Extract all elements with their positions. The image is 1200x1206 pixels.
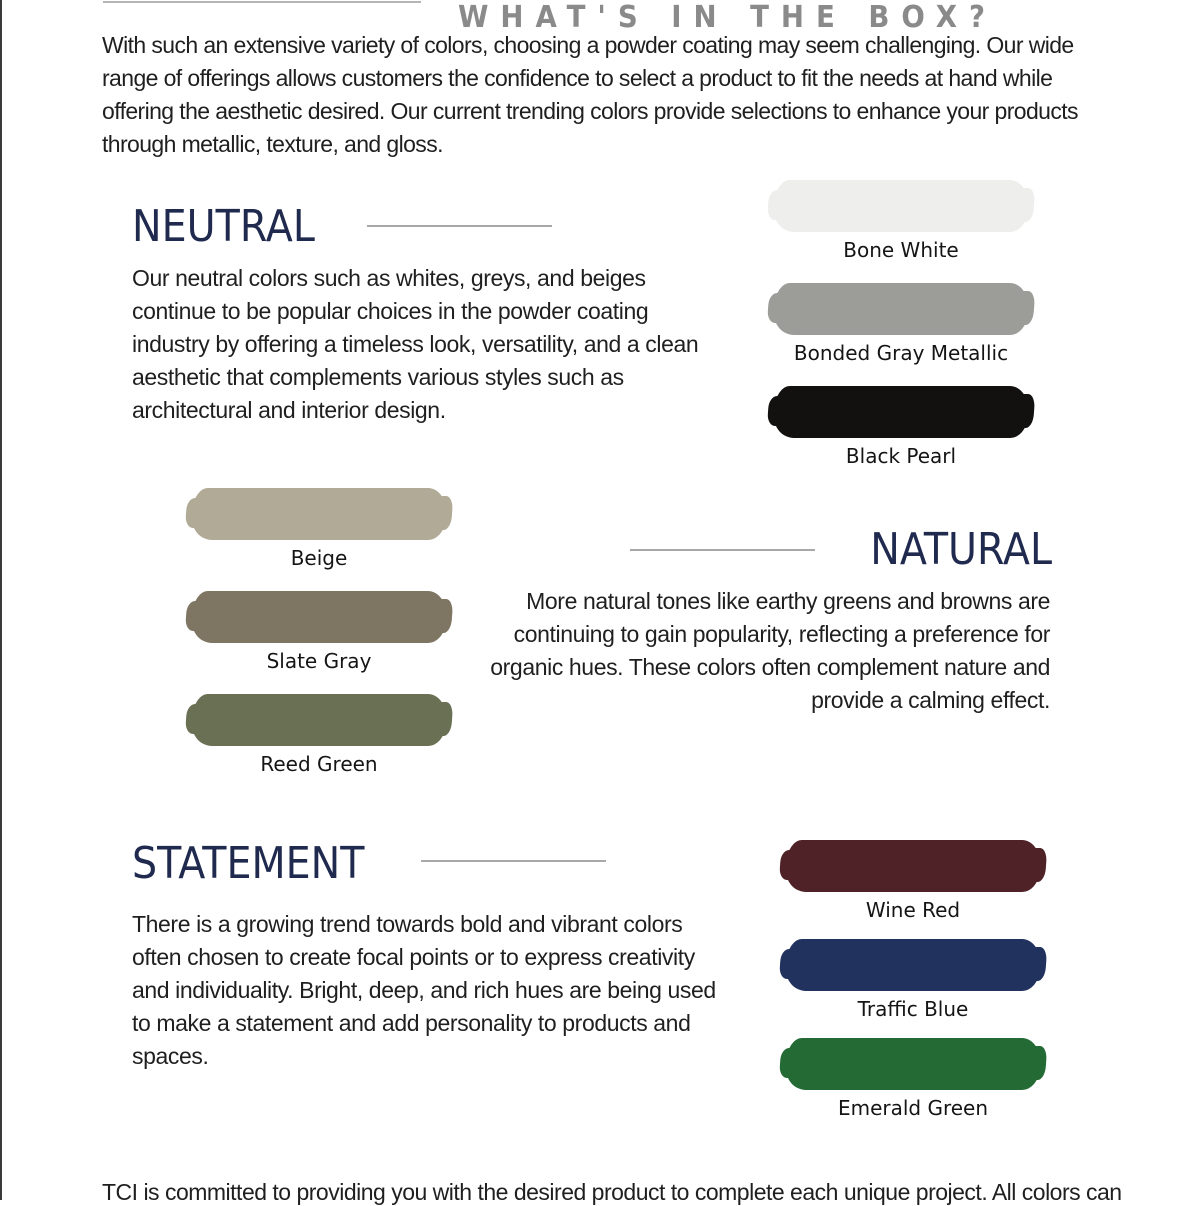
swatch-label: Bonded Gray Metallic (793, 341, 1009, 365)
color-swatch-slate-gray (190, 591, 448, 643)
swatch-label: Black Pearl (845, 444, 957, 468)
swatch-item (186, 694, 466, 797)
swatch-item (780, 840, 1060, 939)
swatch-item (186, 591, 466, 694)
swatch-label: Reed Green (260, 752, 378, 776)
color-swatch-beige (190, 488, 448, 540)
color-swatch-wine-red (784, 840, 1042, 892)
section-title-neutral: NEUTRAL (132, 201, 315, 252)
page-title: WHAT'S IN THE BOX? (458, 0, 997, 36)
swatch-label: Slate Gray (266, 649, 372, 673)
swatch-list-natural (186, 488, 466, 797)
color-swatch-reed-green (190, 694, 448, 746)
swatch-item (780, 939, 1060, 1038)
color-swatch-traffic-blue (784, 939, 1042, 991)
swatch-label: Traffic Blue (857, 997, 969, 1021)
swatch-list-neutral (768, 180, 1048, 489)
section-rule-statement (421, 860, 606, 862)
swatch-label: Wine Red (865, 898, 961, 922)
swatch-label: Bone White (843, 238, 959, 262)
color-swatch-bone-white (772, 180, 1030, 232)
swatch-item (780, 1038, 1060, 1137)
swatch-item (768, 180, 1048, 283)
swatch-label: Beige (290, 546, 348, 570)
page-left-border (0, 0, 2, 1200)
swatch-label: Emerald Green (837, 1096, 989, 1120)
color-swatch-emerald-green (784, 1038, 1042, 1090)
swatch-list-statement (780, 840, 1060, 1137)
header-rule (103, 1, 421, 3)
section-rule-natural (630, 549, 815, 551)
intro-paragraph: With such an extensive variety of colors, choosing a powder coating may seem challenging. Our wide range of offerings allows customers the confidence to select a product to fit the needs at hand while offering the aesthetic desired. Our current trending colors provide selections to enhance your products through metallic, texture, and gloss. (102, 32, 1078, 157)
section-title-statement: STATEMENT (132, 838, 365, 889)
swatch-item (186, 488, 466, 591)
section-title-natural: NATURAL (870, 524, 1052, 575)
swatch-item (768, 283, 1048, 386)
color-swatch-bonded-gray-metallic (772, 283, 1030, 335)
section-rule-neutral (367, 225, 552, 227)
footer-paragraph: TCI is committed to providing you with the desired product to complete each unique project. All colors can (102, 1179, 1122, 1205)
swatch-item (768, 386, 1048, 489)
section-body-natural: More natural tones like earthy greens and browns are continuing to gain popularity, reflecting a preference for organic hues. These colors often complement nature and provide a calming effect. (490, 588, 1050, 713)
section-body-statement: There is a growing trend towards bold and vibrant colors often chosen to create focal points or to express creativity and individuality. Bright, deep, and rich hues are being used to make a statement and add personality to products and spaces. (132, 911, 716, 1069)
section-body-neutral: Our neutral colors such as whites, greys, and beiges continue to be popular choices in the powder coating industry by offering a timeless look, versatility, and a clean aesthetic that complements various styles such as architectural and interior design. (132, 265, 699, 423)
color-swatch-black-pearl (772, 386, 1030, 438)
